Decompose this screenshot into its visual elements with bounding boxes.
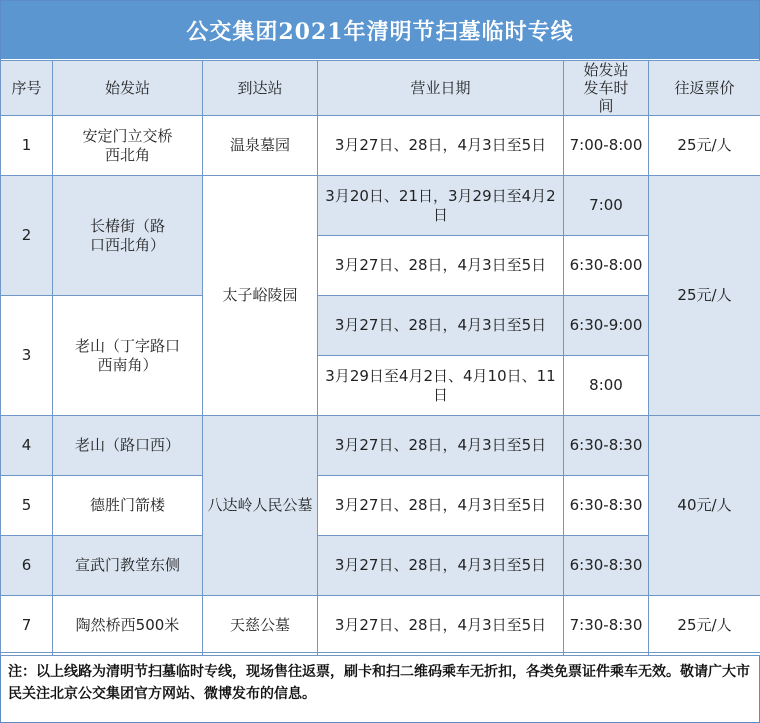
cell-time: 7:30-8:30 (564, 596, 649, 656)
cell-dates: 3月27日、28日，4月3日至5日 (318, 116, 564, 176)
cell-destination: 天慈公墓 (203, 596, 318, 656)
header-dates: 营业日期 (318, 61, 564, 116)
header-destination: 到达站 (203, 61, 318, 116)
table-row (1, 476, 760, 536)
cell-origin: 长椿街（路口西北角） (53, 176, 203, 296)
cell-dates: 3月27日、28日，4月3日至5日 (318, 476, 564, 536)
cell-time: 8:00 (564, 356, 649, 416)
table-row (1, 596, 760, 656)
cell-dates: 3月27日、28日，4月3日至5日 (318, 296, 564, 356)
page-title: 公交集团2021年清明节扫墓临时专线 (1, 1, 759, 59)
table-row (1, 176, 760, 236)
cell-time: 6:30-8:30 (564, 416, 649, 476)
cell-time: 6:30-8:00 (564, 236, 649, 296)
cell-origin: 陶然桥西500米 (53, 596, 203, 656)
cell-origin: 德胜门箭楼 (53, 476, 203, 536)
cell-seq: 2 (1, 176, 53, 296)
cell-seq: 7 (1, 596, 53, 656)
cell-seq: 4 (1, 416, 53, 476)
cell-dates: 3月27日、28日，4月3日至5日 (318, 236, 564, 296)
table-row (1, 536, 760, 596)
cell-time: 6:30-8:30 (564, 536, 649, 596)
cell-seq: 3 (1, 296, 53, 416)
header-row (1, 61, 760, 116)
schedule-table (0, 60, 760, 656)
table-row (1, 296, 760, 356)
cell-time: 7:00-8:00 (564, 116, 649, 176)
header-origin: 始发站 (53, 61, 203, 116)
cell-destination: 太子峪陵园 (203, 176, 318, 416)
cell-dates: 3月20日、21日，3月29日至4月2日 (318, 176, 564, 236)
cell-destination: 八达岭人民公墓 (203, 416, 318, 596)
cell-origin: 老山（路口西） (53, 416, 203, 476)
cell-price: 25元/人 (649, 116, 760, 176)
cell-origin: 宣武门教堂东侧 (53, 536, 203, 596)
cell-time: 7:00 (564, 176, 649, 236)
table-row (1, 116, 760, 176)
cell-seq: 5 (1, 476, 53, 536)
cell-dates: 3月27日、28日，4月3日至5日 (318, 596, 564, 656)
cell-price: 25元/人 (649, 596, 760, 656)
cell-time: 6:30-9:00 (564, 296, 649, 356)
cell-dates: 3月29日至4月2日、4月10日、11日 (318, 356, 564, 416)
table-row (1, 416, 760, 476)
cell-time: 6:30-8:30 (564, 476, 649, 536)
cell-dates: 3月27日、28日，4月3日至5日 (318, 416, 564, 476)
cell-origin: 老山（丁字路口西南角） (53, 296, 203, 416)
cell-origin: 安定门立交桥西北角 (53, 116, 203, 176)
cell-seq: 6 (1, 536, 53, 596)
cell-seq: 1 (1, 116, 53, 176)
cell-price: 25元/人 (649, 176, 760, 416)
cell-destination: 温泉墓园 (203, 116, 318, 176)
footnote: 注：以上线路为清明节扫墓临时专线，现场售往返票，刷卡和扫二维码乘车无折扣，各类免票证件乘车无效。敬请广大市民关注北京公交集团官方网站、微博发布的信息。 (0, 652, 760, 722)
cell-dates: 3月27日、28日，4月3日至5日 (318, 536, 564, 596)
header-depart-time: 始发站发车时间 (564, 61, 649, 116)
cell-price: 40元/人 (649, 416, 760, 596)
header-price: 往返票价 (649, 61, 760, 116)
header-seq: 序号 (1, 61, 53, 116)
